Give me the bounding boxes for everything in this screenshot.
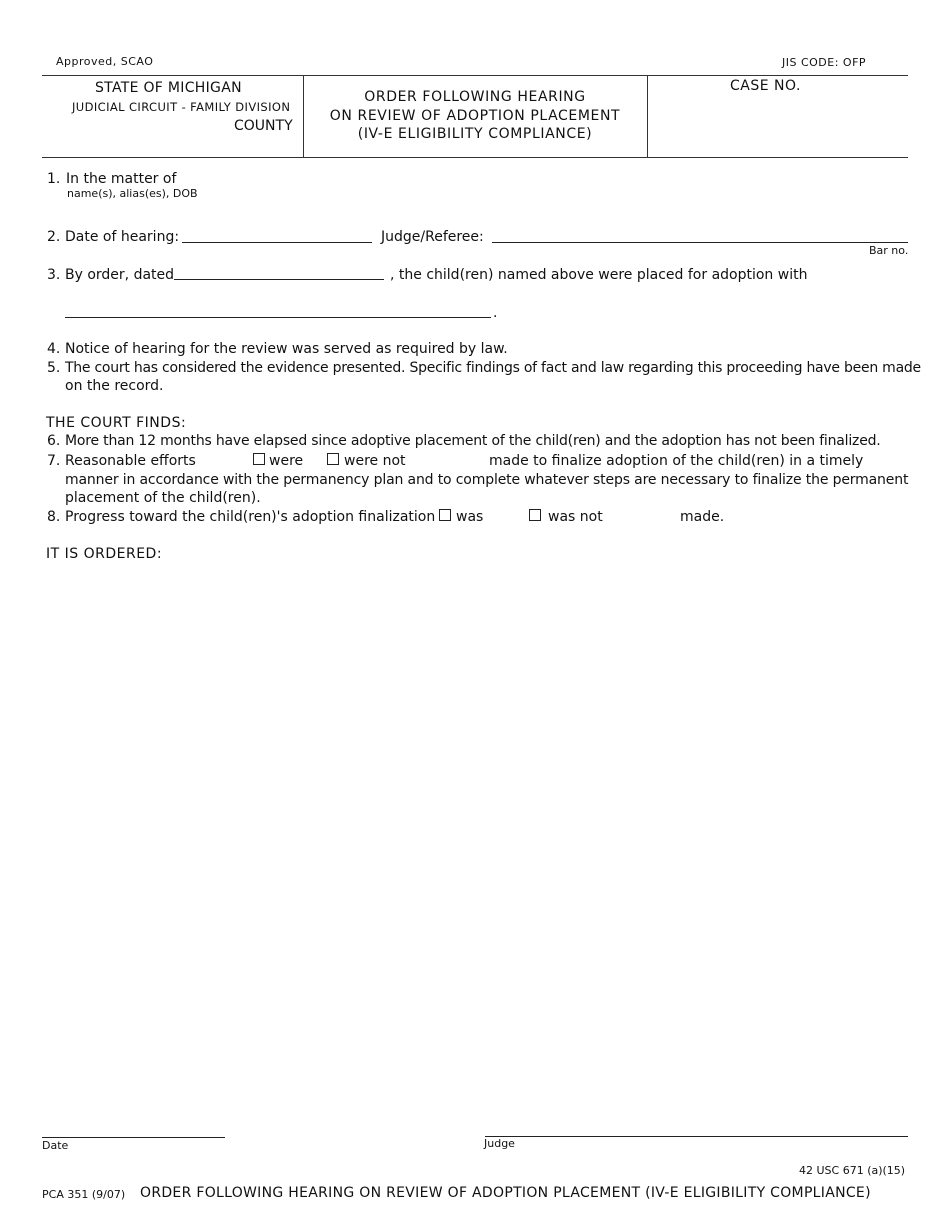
footer-form-title: ORDER FOLLOWING HEARING ON REVIEW OF ADOPTION PLACEMENT (IV-E ELIGIBILITY COMPLIANCE) [140,1185,871,1201]
efforts-were-checkbox[interactable] [253,453,265,465]
item-1-number: 1. [47,171,61,187]
form-title-line-1: ORDER FOLLOWING HEARING [364,89,586,105]
item-5-number: 5. [47,360,61,376]
progress-was-not-checkbox[interactable] [529,509,541,521]
form-title-line-2: ON REVIEW OF ADOPTION PLACEMENT [329,108,621,124]
finding-7-line-2: manner in accordance with the permanency plan and to complete whatever steps are necessary to finalize the permanent [65,472,909,488]
finding-8-number: 8. [47,509,61,525]
finding-7-text-b: made to finalize adoption of the child(ren) in a timely [489,453,864,469]
case-number-field[interactable] [652,100,902,152]
matter-of-field[interactable] [180,170,900,202]
caption-bottom-rule [42,157,908,158]
case-number-label: CASE NO. [730,78,801,94]
jis-code: JIS CODE: OFP [782,56,867,69]
form-title-line-3: (IV-E ELIGIBILITY COMPLIANCE) [357,126,593,142]
efforts-were-not-label: were not [344,453,406,469]
caption-divider-right [647,75,648,157]
finding-6-number: 6. [47,433,61,449]
progress-was-not-label: was not [548,509,603,525]
item-1-subtext: name(s), alias(es), DOB [67,187,198,200]
it-is-ordered-heading: IT IS ORDERED: [46,546,163,562]
approved-scao: Approved, SCAO [56,55,154,68]
bar-number-label: Bar no. [869,244,909,257]
order-text-area[interactable] [46,570,908,1110]
state-name: STATE OF MICHIGAN [95,80,242,96]
order-date-field[interactable] [174,279,384,280]
item-5-text-line-1: The court has considered the evidence presented. Specific findings of fact and law regarding this proceeding have been made [65,360,921,376]
judge-signature-field[interactable] [485,1136,908,1137]
item-3-text-b: , the child(ren) named above were placed for adoption with [390,267,808,283]
usc-citation: 42 USC 671 (a)(15) [799,1164,906,1177]
caption-top-rule [42,75,908,76]
court-finds-heading: THE COURT FINDS: [46,415,187,431]
date-signature-field[interactable] [42,1137,225,1138]
progress-was-checkbox[interactable] [439,509,451,521]
item-3-number: 3. [47,267,61,283]
finding-8-text-a: Progress toward the child(ren)'s adoption finalization [65,509,436,525]
item-3-text-a: By order, dated [65,267,175,283]
finding-7-number: 7. [47,453,61,469]
finding-7-line-3: placement of the child(ren). [65,490,261,506]
item-2-number: 2. [47,229,61,245]
form-id: PCA 351 (9/07) [42,1188,126,1201]
judge-signature-label: Judge [484,1137,515,1150]
judge-referee-field[interactable] [492,242,908,243]
placed-with-field[interactable] [65,317,491,318]
item-4-text: Notice of hearing for the review was served as required by law. [65,341,508,357]
date-of-hearing-label: Date of hearing: [65,229,180,245]
efforts-were-label: were [269,453,304,469]
finding-7-text-a: Reasonable efforts [65,453,196,469]
finding-8-text-b: made. [680,509,725,525]
circuit-label: JUDICIAL CIRCUIT - FAMILY DIVISION [72,100,291,114]
date-signature-label: Date [42,1139,69,1152]
item-4-number: 4. [47,341,61,357]
item-1-text: In the matter of [66,171,177,187]
item-3-period: . [493,305,498,321]
date-of-hearing-field[interactable] [182,242,372,243]
judge-referee-label: Judge/Referee: [381,229,484,245]
progress-was-label: was [456,509,484,525]
item-5-text-line-2: on the record. [65,378,164,394]
finding-6-text: More than 12 months have elapsed since adoptive placement of the child(ren) and the adoption has not been finalized. [65,433,881,449]
efforts-were-not-checkbox[interactable] [327,453,339,465]
county-label: COUNTY [234,118,293,134]
